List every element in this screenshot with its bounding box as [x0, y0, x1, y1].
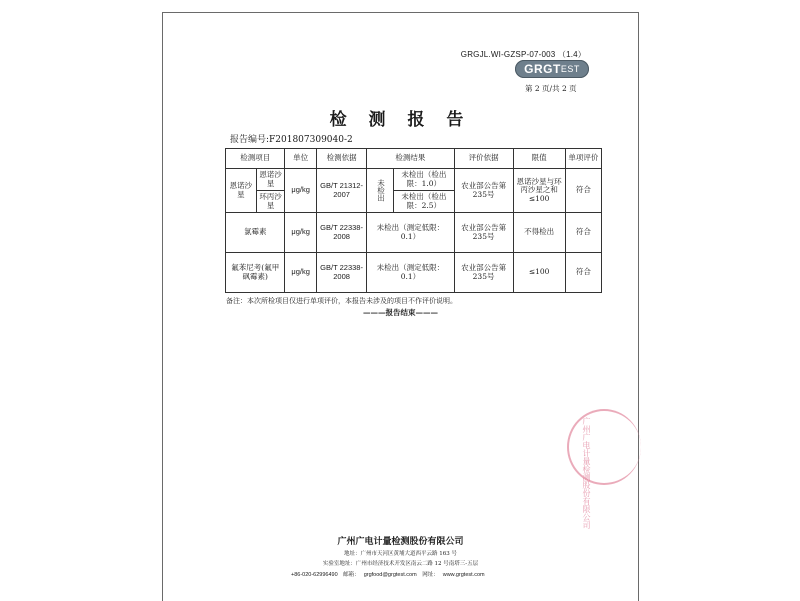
- cell-verdict: 符合: [565, 169, 601, 213]
- cell-basis: GB/T 22338-2008: [316, 253, 366, 293]
- report-page: [162, 12, 639, 601]
- cell-result: 未检出（测定低限：0.1）: [367, 253, 454, 293]
- footer-lab-address: 实验室地址：广州市经济技术开发区南云二路 12 号南塔三-五层: [322, 561, 479, 567]
- header-result: 检测结果: [367, 149, 454, 169]
- logo-main-text: GRGT: [524, 62, 561, 76]
- cell-limit: 恩诺沙星与环丙沙星之和≤100: [513, 169, 565, 213]
- report-number: 报告编号:F201807309040-2: [230, 135, 353, 145]
- document-number: GRGJL.WI-GZSP-07-003 （1.4）: [460, 50, 586, 59]
- cell-result: 未检出（检出限：1.0）: [394, 169, 454, 191]
- cell-verdict: 符合: [565, 213, 601, 253]
- logo-small-text: EST: [560, 64, 580, 74]
- cell-limit: 不得检出: [513, 213, 565, 253]
- company-logo: [515, 60, 589, 78]
- cell-subitem: 环丙沙星: [256, 191, 285, 213]
- header-item: 检测项目: [226, 149, 285, 169]
- table-row: [226, 213, 602, 253]
- cell-result: 未检出（检出限：2.5）: [394, 191, 454, 213]
- cell-unit: μg/kg: [285, 253, 316, 293]
- footer-contact: [291, 570, 489, 578]
- header-verdict: 单项评价: [565, 149, 601, 169]
- seal-text: 广州广电计量检测股份有限公司: [582, 417, 591, 529]
- cell-basis: GB/T 22338-2008: [316, 213, 366, 253]
- cell-result: 未检出（测定低限：0.1）: [367, 213, 454, 253]
- cell-basis: GB/T 21312-2007: [316, 169, 366, 213]
- footer-email: grgfood@grgtest.com: [363, 572, 417, 578]
- table-header-row: [226, 149, 602, 169]
- footer-address: 地址：广州市天河区黄埔大道西平云路 163 号: [344, 551, 457, 557]
- company-seal-stamp: [567, 409, 641, 485]
- footer-email-label: 邮箱：: [343, 572, 360, 578]
- footer-url: www.grgtest.com: [442, 572, 485, 578]
- cell-subitem: 恩诺沙星: [256, 169, 285, 191]
- results-table: [225, 148, 602, 293]
- cell-eval-basis: 农业部公告第235号: [454, 253, 513, 293]
- cell-unit: μg/kg: [285, 213, 316, 253]
- table-row: [226, 169, 602, 191]
- cell-limit: ≤100: [513, 253, 565, 293]
- cell-unit: μg/kg: [285, 169, 316, 213]
- remarks-note: 备注：本次所检项目仅进行单项评价，本报告未涉及的项目不作评价说明。: [226, 297, 457, 305]
- footer-phone: +86-020-62996490: [291, 572, 338, 578]
- cell-item: 恩诺沙星: [226, 169, 257, 213]
- page-title: 检 测 报 告: [329, 110, 472, 130]
- page-info: 第 2 页/共 2 页: [525, 84, 577, 93]
- table-row: [226, 253, 602, 293]
- footer-company: 广州广电计量检测股份有限公司: [337, 537, 464, 547]
- cell-eval-basis: 农业部公告第235号: [454, 169, 513, 213]
- cell-item: 氟苯尼考(氟甲砜霉素): [226, 253, 285, 293]
- header-eval-basis: 评价依据: [454, 149, 513, 169]
- report-end-marker: ———报告结束———: [363, 308, 438, 317]
- footer-url-label: 网址：: [422, 572, 439, 578]
- header-limit: 限值: [513, 149, 565, 169]
- cell-result-side: 未检出: [367, 169, 394, 213]
- header-basis: 检测依据: [316, 149, 366, 169]
- cell-verdict: 符合: [565, 253, 601, 293]
- cell-item: 氯霉素: [226, 213, 285, 253]
- cell-eval-basis: 农业部公告第235号: [454, 213, 513, 253]
- header-unit: 单位: [285, 149, 316, 169]
